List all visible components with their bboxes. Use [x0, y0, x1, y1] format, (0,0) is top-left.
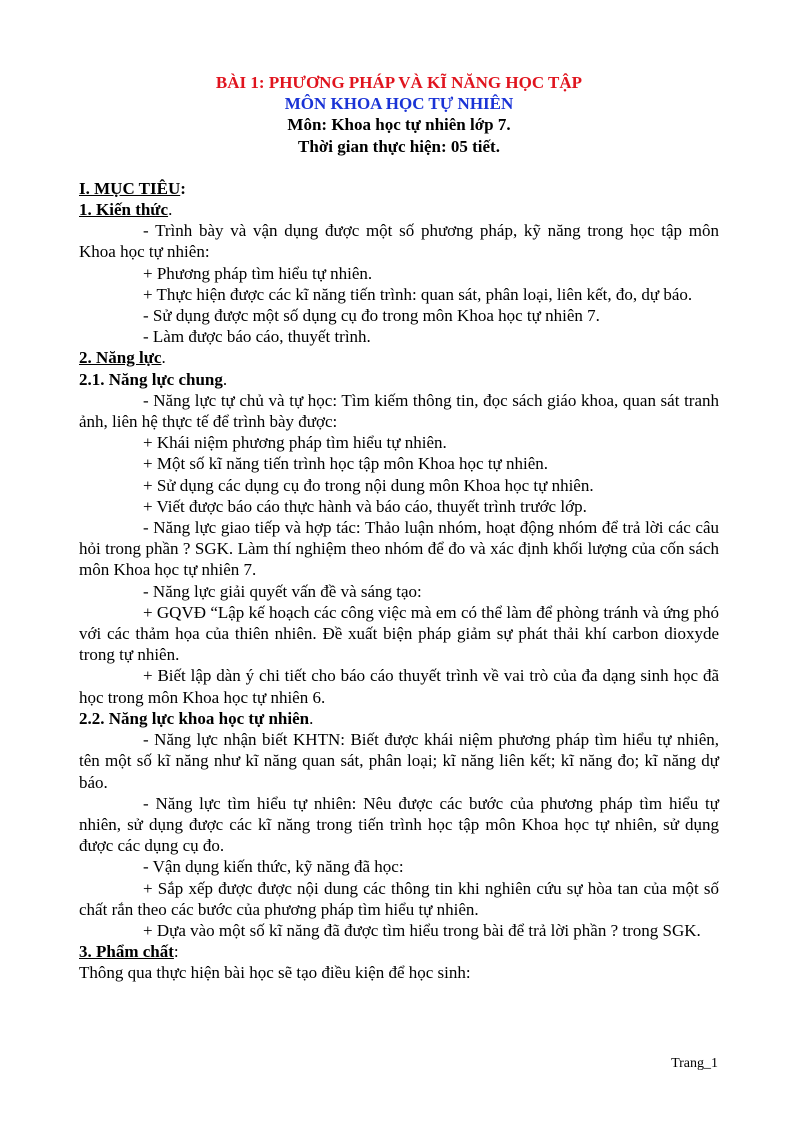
paragraph: - Năng lực tìm hiểu tự nhiên: Nêu được các bước của phương pháp tìm hiểu tự nhiên, sử dụng được các kĩ năng trong tiến trình học tập môn Khoa học tự nhiên, sử dụng được các dụng cụ đo.: [79, 793, 719, 856]
paragraph: + Phương pháp tìm hiểu tự nhiên.: [143, 263, 373, 283]
paragraph: - Vận dụng kiến thức, kỹ năng đã học:: [143, 857, 404, 877]
paragraph: Thông qua thực hiện bài học sẽ tạo điều kiện để học sinh:: [79, 963, 471, 983]
paragraph: + Biết lập dàn ý chi tiết cho báo cáo thuyết trình về vai trò của đa dạng sinh học đã học trong môn Khoa học tự nhiên 6.: [79, 666, 719, 707]
section-heading-objectives: I. MỤC TIÊU:: [79, 178, 186, 198]
subject-line: Môn: Khoa học tự nhiên lớp 7.: [287, 115, 511, 135]
paragraph: - Sử dụng được một số dụng cụ đo trong môn Khoa học tự nhiên 7.: [143, 306, 600, 326]
subject-title: MÔN KHOA HỌC TỰ NHIÊN: [284, 94, 514, 114]
paragraph: + Viết được báo cáo thực hành và báo cáo, thuyết trình trước lớp.: [143, 496, 587, 516]
paragraph: + Dựa vào một số kĩ năng đã được tìm hiểu trong bài để trả lời phần ? trong SGK.: [143, 920, 701, 940]
page-number: Trang_1: [671, 1056, 718, 1071]
paragraph: + Thực hiện được các kĩ năng tiến trình: quan sát, phân loại, liên kết, đo, dự báo.: [143, 284, 693, 304]
document-page: [79, 72, 719, 984]
section-heading-competence: 2. Năng lực.: [79, 348, 166, 368]
paragraph: + Một số kĩ năng tiến trình học tập môn Khoa học tự nhiên.: [143, 454, 549, 474]
paragraph: + Khái niệm phương pháp tìm hiểu tự nhiên.: [143, 433, 447, 453]
section-heading-knowledge: 1. Kiến thức.: [79, 200, 173, 220]
duration-line: Thời gian thực hiện: 05 tiết.: [298, 136, 500, 156]
paragraph: + Sử dụng các dụng cụ đo trong nội dung môn Khoa học tự nhiên.: [143, 475, 594, 495]
paragraph: - Năng lực giao tiếp và hợp tác: Thảo luận nhóm, hoạt động nhóm để trả lời các câu hỏi trong phần ? SGK. Làm thí nghiệm theo nhóm để đo và xác định khối lượng của cốn sách môn Khoa học tự nhiên 7.: [79, 518, 719, 580]
section-heading-science-competence: 2.2. Năng lực khoa học tự nhiên.: [79, 708, 314, 728]
paragraph: - Năng lực nhận biết KHTN: Biết được khái niệm phương pháp tìm hiểu tự nhiên, tên một số kĩ năng như kĩ năng quan sát, phân loại; kĩ năng liên kết; kĩ năng đo; kĩ năng dự báo.: [79, 730, 719, 792]
section-heading-general-competence: 2.1. Năng lực chung.: [79, 369, 228, 389]
paragraph: + Sắp xếp được được nội dung các thông tin khi nghiên cứu sự hòa tan của một số chất rắn theo các bước của phương pháp tìm hiểu tự nhiên.: [79, 878, 719, 919]
paragraph: - Làm được báo cáo, thuyết trình.: [143, 327, 371, 347]
paragraph: - Năng lực tự chủ và tự học: Tìm kiếm thông tin, đọc sách giáo khoa, quan sát tranh ảnh, liên hệ thực tế để trình bày được:: [79, 390, 719, 432]
spacer: [79, 157, 719, 178]
paragraph: - Năng lực giải quyết vấn đề và sáng tạo:: [143, 581, 422, 601]
section-heading-qualities: 3. Phẩm chất:: [79, 942, 179, 962]
paragraph: + GQVĐ “Lập kế hoạch các công việc mà em có thể làm để phòng tránh và ứng phó với các thảm họa của thiên nhiên. Đề xuất biện pháp giảm sự phát thải khí carbon dioxyde trong tự nhiên.: [79, 602, 719, 665]
paragraph: - Trình bày và vận dụng được một số phương pháp, kỹ năng trong học tập môn Khoa học tự nhiên:: [79, 221, 719, 262]
lesson-title: BÀI 1: PHƯƠNG PHÁP VÀ KĨ NĂNG HỌC TẬP: [215, 73, 583, 92]
